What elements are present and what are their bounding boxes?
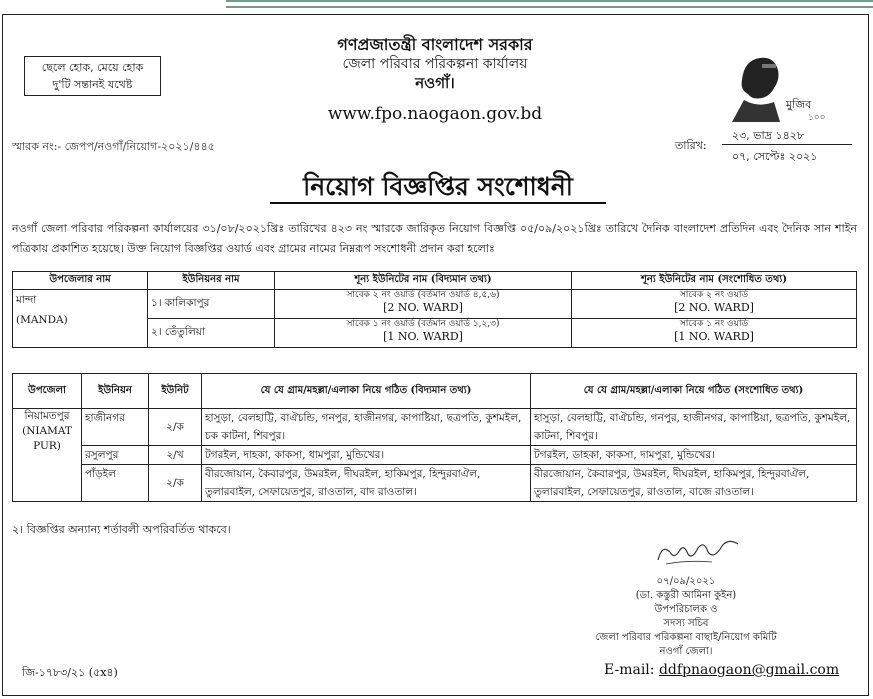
union-cell: রসুলপুর (82, 446, 149, 465)
col-unit-header: ইউনিট (149, 374, 202, 409)
signatory-name: (ডা. কস্তুরী আমিনা কুইন) (635, 590, 737, 601)
table-row (13, 290, 857, 319)
table-row (13, 409, 857, 446)
table-row (13, 465, 857, 502)
existing-cell (275, 319, 572, 348)
memo-number: স্মারক নং:- জেপপ/নওগাঁ/নিয়োগ-২০২১/৪৪৫ (12, 140, 215, 153)
email-line (604, 662, 839, 678)
office-name: জেলা পরিবার পরিকল্পনা কার্যালয় (342, 56, 528, 72)
district-name: নওগাঁ। (415, 74, 455, 92)
logo-caption: মুজিব (786, 98, 812, 111)
email-link[interactable]: ddfpnaogaon@gmail.com (658, 662, 840, 678)
existing-ward-en: [2 NO. WARD] (383, 301, 463, 314)
union-cell: ১। কালিকাপুর (148, 290, 275, 319)
signature-block (586, 575, 786, 659)
mujib-100-logo (722, 50, 834, 122)
page-title: নিয়োগ বিজ্ঞপ্তির সংশোধনী (303, 172, 573, 201)
closing-note: ২। বিজ্ঞপ্তির অন্যান্য শর্তাবলী অপরিবর্তিত থাকবে। (12, 523, 231, 536)
unit-cell: ২/খ (149, 446, 202, 465)
unit-cell: ২/ক (149, 409, 202, 446)
table-row (13, 446, 857, 465)
notice-body: নওগাঁ জেলা পরিবার পরিকল্পনা কার্যালয়ের ৩১/০৮/২০২১খ্রিঃ তারিখের ৪২৩ নং স্মারকে জারিকৃত নিয়োগ বিজ্ঞপ্তি ০৫/০৯/২০২১খ্রিঃ তারিখে দৈনিক বাংলাদেশ প্রতিদিন এবং দৈনিক সান শাইন পত্রিকায় প্রকাশিত হয়েছে। উক্ত নিয়োগ বিজ্ঞপ্তির ওয়ার্ড এবং গ্রামের নামের নিম্নরূপ সংশোধনী প্রদান করা হলোঃ (12, 222, 857, 255)
union-cell: পাঁড়ইল (82, 465, 149, 502)
date-bangla: ২৩, ভাদ্র ১৪২৮ (732, 129, 805, 142)
upazila-name: নিয়ামতপুর (24, 410, 70, 422)
logo-badge: ১০০ (808, 113, 826, 122)
website-link[interactable]: www.fpo.naogaon.gov.bd (327, 104, 543, 124)
upazila-cell (13, 290, 148, 348)
upazila-name-en: (MANDA) (16, 314, 68, 326)
signatory-title-2: সদস্য সচিব (663, 618, 709, 629)
village-correction-table (12, 373, 857, 502)
slogan-line-2: দু'টি সন্তানই যথেষ্ট (52, 78, 133, 91)
col-revised-header: যে যে গ্রাম/মহল্লা/এলাকা নিয়ে গঠিত (সংশোধিত তথ্য) (531, 374, 857, 409)
col-revised-header: শূন্য ইউনিটের নাম (সংশোধিত তথ্য) (572, 272, 857, 290)
revised-cell (572, 319, 857, 348)
revised-ward-en: [1 NO. WARD] (674, 330, 754, 343)
revised-ward: সাবেক ২ নং ওয়ার্ড (679, 290, 749, 300)
table-header-row (13, 272, 857, 290)
existing-ward-en: [1 NO. WARD] (383, 330, 463, 343)
top-border-decoration (226, 0, 873, 8)
date-english: ০৭, সেপ্টেঃ ২০২১ (732, 150, 818, 163)
existing-villages-cell: বীরজোয়ান, কৈবারপুর, উমরইল, দীঘরইল, হাকিমপুর, হিন্দুরবাঐল, তুলারবাইল, সেফায়েতপুর, রাওতাল, বাদ রাওতাল। (202, 465, 531, 502)
existing-cell (275, 290, 572, 319)
ward-correction-table (12, 271, 857, 348)
existing-villages-cell: টগরইল, দাহকা, কাকসা, ধামপুরা, মুন্ডিখের। (202, 446, 531, 465)
handwritten-signature (588, 530, 788, 570)
slogan-box (24, 56, 161, 96)
revised-villages-cell: হাসুড়া, বেলহাট্টি, বাঐচন্ডি, গনপুর, হাজীনগর, কাপাষ্টিয়া, ছত্রপতি, কুশমইল, কাটনা, শিবপুর। (531, 409, 857, 446)
slogan-line-1: ছেলে হোক, মেয়ে হোক (41, 61, 144, 74)
col-union-header: ইউনিয়ন (82, 374, 149, 409)
upazila-name: মান্দা (16, 294, 37, 306)
existing-villages-cell: হাসুড়া, বেলহাট্টি, বাঐচন্ডি, গনপুর, হাজীনগর, কাপাষ্টিয়া, ছত্রপতি, কুশমইল, চক কাটনা, শিবপুর। (202, 409, 531, 446)
print-reference: জি-১৭৮৩/২১ (৫x৪) (22, 666, 118, 679)
upazila-cell (13, 409, 82, 502)
revised-villages-cell: বীরজোয়ান, কৈবারপুর, উমরইল, দীঘরইল, হাকিমপুর, হিন্দুরবাঐল, তুলারবাইল, সেফায়েতপুর, রাওতাল, বাজে রাওতাল। (531, 465, 857, 502)
table-header-row (13, 374, 857, 409)
revised-ward-en: [2 NO. WARD] (674, 301, 754, 314)
date-divider (722, 144, 852, 145)
date-label: তারিখ: (675, 139, 707, 152)
existing-ward: সাবেক ১ নং ওয়ার্ড (বর্তমান ওয়ার্ড ১,২,৩) (346, 319, 500, 329)
col-upazila-header: উপজেলা (13, 374, 82, 409)
union-cell: ২। তেঁতুলিয়া (148, 319, 275, 348)
email-label: E-mail: (604, 662, 655, 678)
revised-ward: সাবেক ১ নং ওয়ার্ড (679, 319, 749, 329)
unit-cell: ২/ক (149, 465, 202, 502)
committee-place: নওগাঁ জেলা। (659, 646, 713, 657)
revised-villages-cell: টগরইল, ডাহকা, কাকসা, দামপুরা, মুন্ডিখের। (531, 446, 857, 465)
upazila-name-en: (NIAMAT PUR) (22, 425, 72, 452)
col-upazila-header: উপজেলার নাম (13, 272, 148, 290)
title-underline (270, 202, 606, 204)
col-union-header: ইউনিয়নর নাম (148, 272, 275, 290)
col-existing-header: শূন্য ইউনিটের নাম (বিদ্যমান তথ্য) (275, 272, 572, 290)
government-name: গণপ্রজাতন্ত্রী বাংলাদেশ সরকার (337, 35, 533, 54)
signatory-title-1: উপপরিচালক ও (654, 604, 718, 615)
existing-ward: সাবেক ২ নং ওয়ার্ড (বর্তমান ওয়ার্ড ৪,৫,৬) (346, 290, 500, 300)
revised-cell (572, 290, 857, 319)
col-existing-header: যে যে গ্রাম/মহল্লা/এলাকা নিয়ে গঠিত (বিদ্যমান তথ্য) (202, 374, 531, 409)
committee-name: জেলা পরিবার পরিকল্পনা বাছাই/নিয়োগ কমিটি (595, 632, 777, 643)
union-cell: হাজীনগর (82, 409, 149, 446)
signature-date: ০৭/০৯/২০২১ (656, 576, 716, 587)
